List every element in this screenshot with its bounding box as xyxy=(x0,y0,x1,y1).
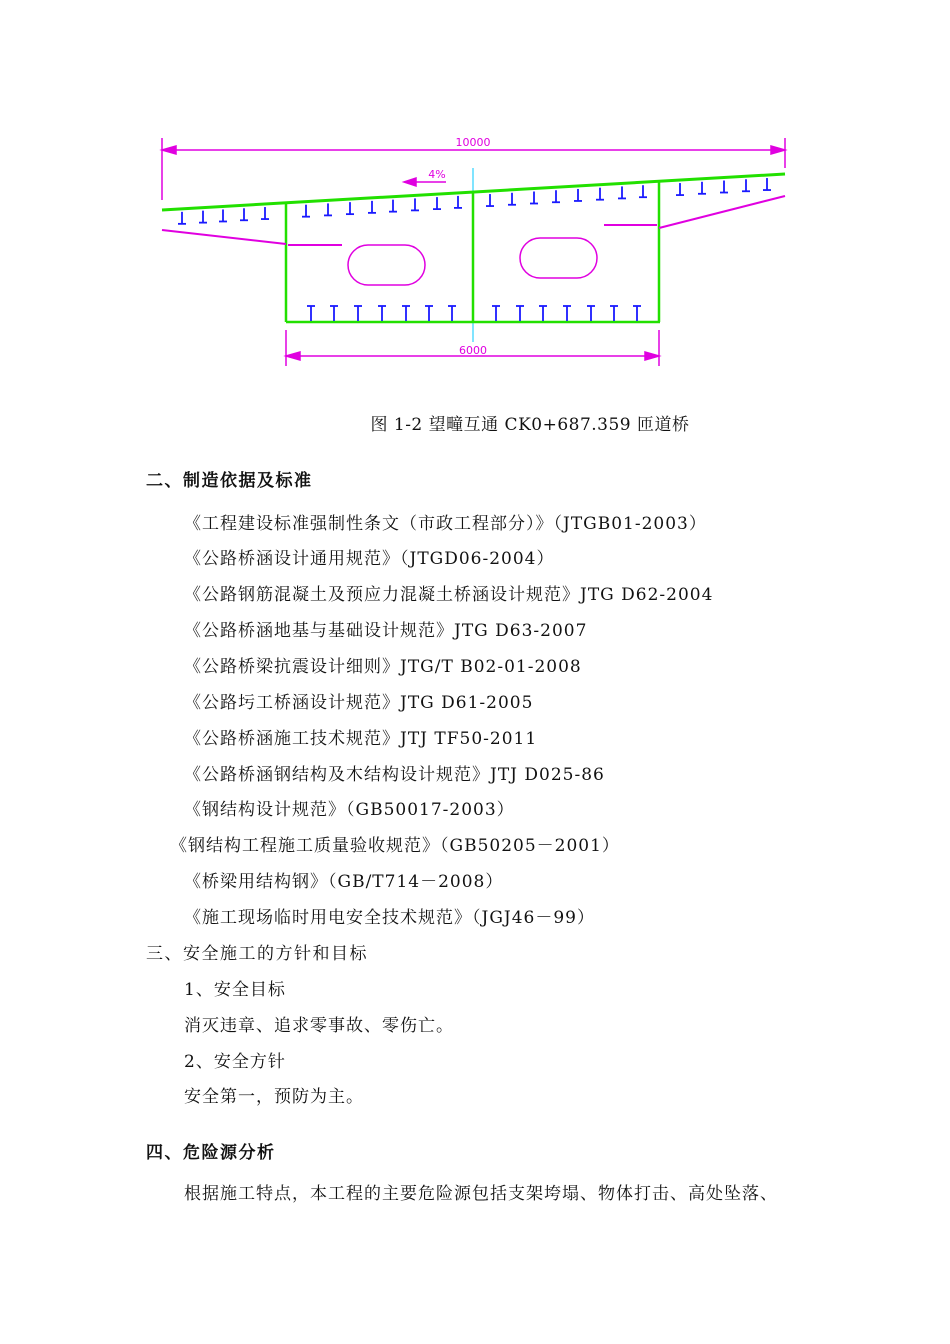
standard-item: 《公路钢筋混凝土及预应力混凝土桥涵设计规范》JTG D62-2004 xyxy=(184,585,714,605)
bottom-dimension-label: 6000 xyxy=(459,344,487,357)
standard-item: 《公路桥涵地基与基础设计规范》JTG D63-2007 xyxy=(184,621,588,641)
section3-subheading-policy: 2、安全方针 xyxy=(184,1052,286,1072)
section2-title: 二、制造依据及标准 xyxy=(146,471,313,491)
section3-title: 三、安全施工的方针和目标 xyxy=(146,944,368,964)
standard-item: 《施工现场临时用电安全技术规范》（JGJ46－99） xyxy=(184,908,595,928)
stiffener-ribs xyxy=(178,178,771,321)
standard-item: 《公路桥梁抗震设计细则》JTG/T B02-01-2008 xyxy=(184,657,582,677)
section4-text: 根据施工特点，本工程的主要危险源包括支架垮塌、物体打击、高处坠落、 xyxy=(184,1184,778,1204)
figure-caption: 图 1-2 望疃互通 CK0+687.359 匝道桥 xyxy=(370,415,690,435)
top-dimension-label: 10000 xyxy=(455,136,491,149)
standard-item: 《公路桥涵钢结构及木结构设计规范》JTJ D025-86 xyxy=(184,765,605,785)
standard-item: 《钢结构设计规范》（GB50017-2003） xyxy=(184,800,515,820)
section3-subheading-goal: 1、安全目标 xyxy=(184,980,286,1000)
standard-item: 《钢结构工程施工质量验收规范》（GB50205－2001） xyxy=(170,836,620,856)
section4-title: 四、危险源分析 xyxy=(146,1143,276,1163)
standard-item: 《公路桥涵设计通用规范》（JTGD06-2004） xyxy=(184,549,555,569)
standard-item: 《桥梁用结构钢》（GB/T714－2008） xyxy=(184,872,504,892)
box-girder xyxy=(286,181,660,322)
standard-item: 《公路圬工桥涵设计规范》JTG D61-2005 xyxy=(184,693,534,713)
section3-policy-text: 安全第一，预防为主。 xyxy=(184,1087,364,1107)
bridge-cross-section-drawing xyxy=(0,0,950,400)
standard-item: 《工程建设标准强制性条文（市政工程部分）》（JTGB01-2003） xyxy=(184,514,707,534)
standard-item: 《公路桥涵施工技术规范》JTJ TF50-2011 xyxy=(184,729,538,749)
section3-goal-text: 消灭违章、追求零事故、零伤亡。 xyxy=(184,1016,454,1036)
slope-label: 4% xyxy=(428,168,446,181)
